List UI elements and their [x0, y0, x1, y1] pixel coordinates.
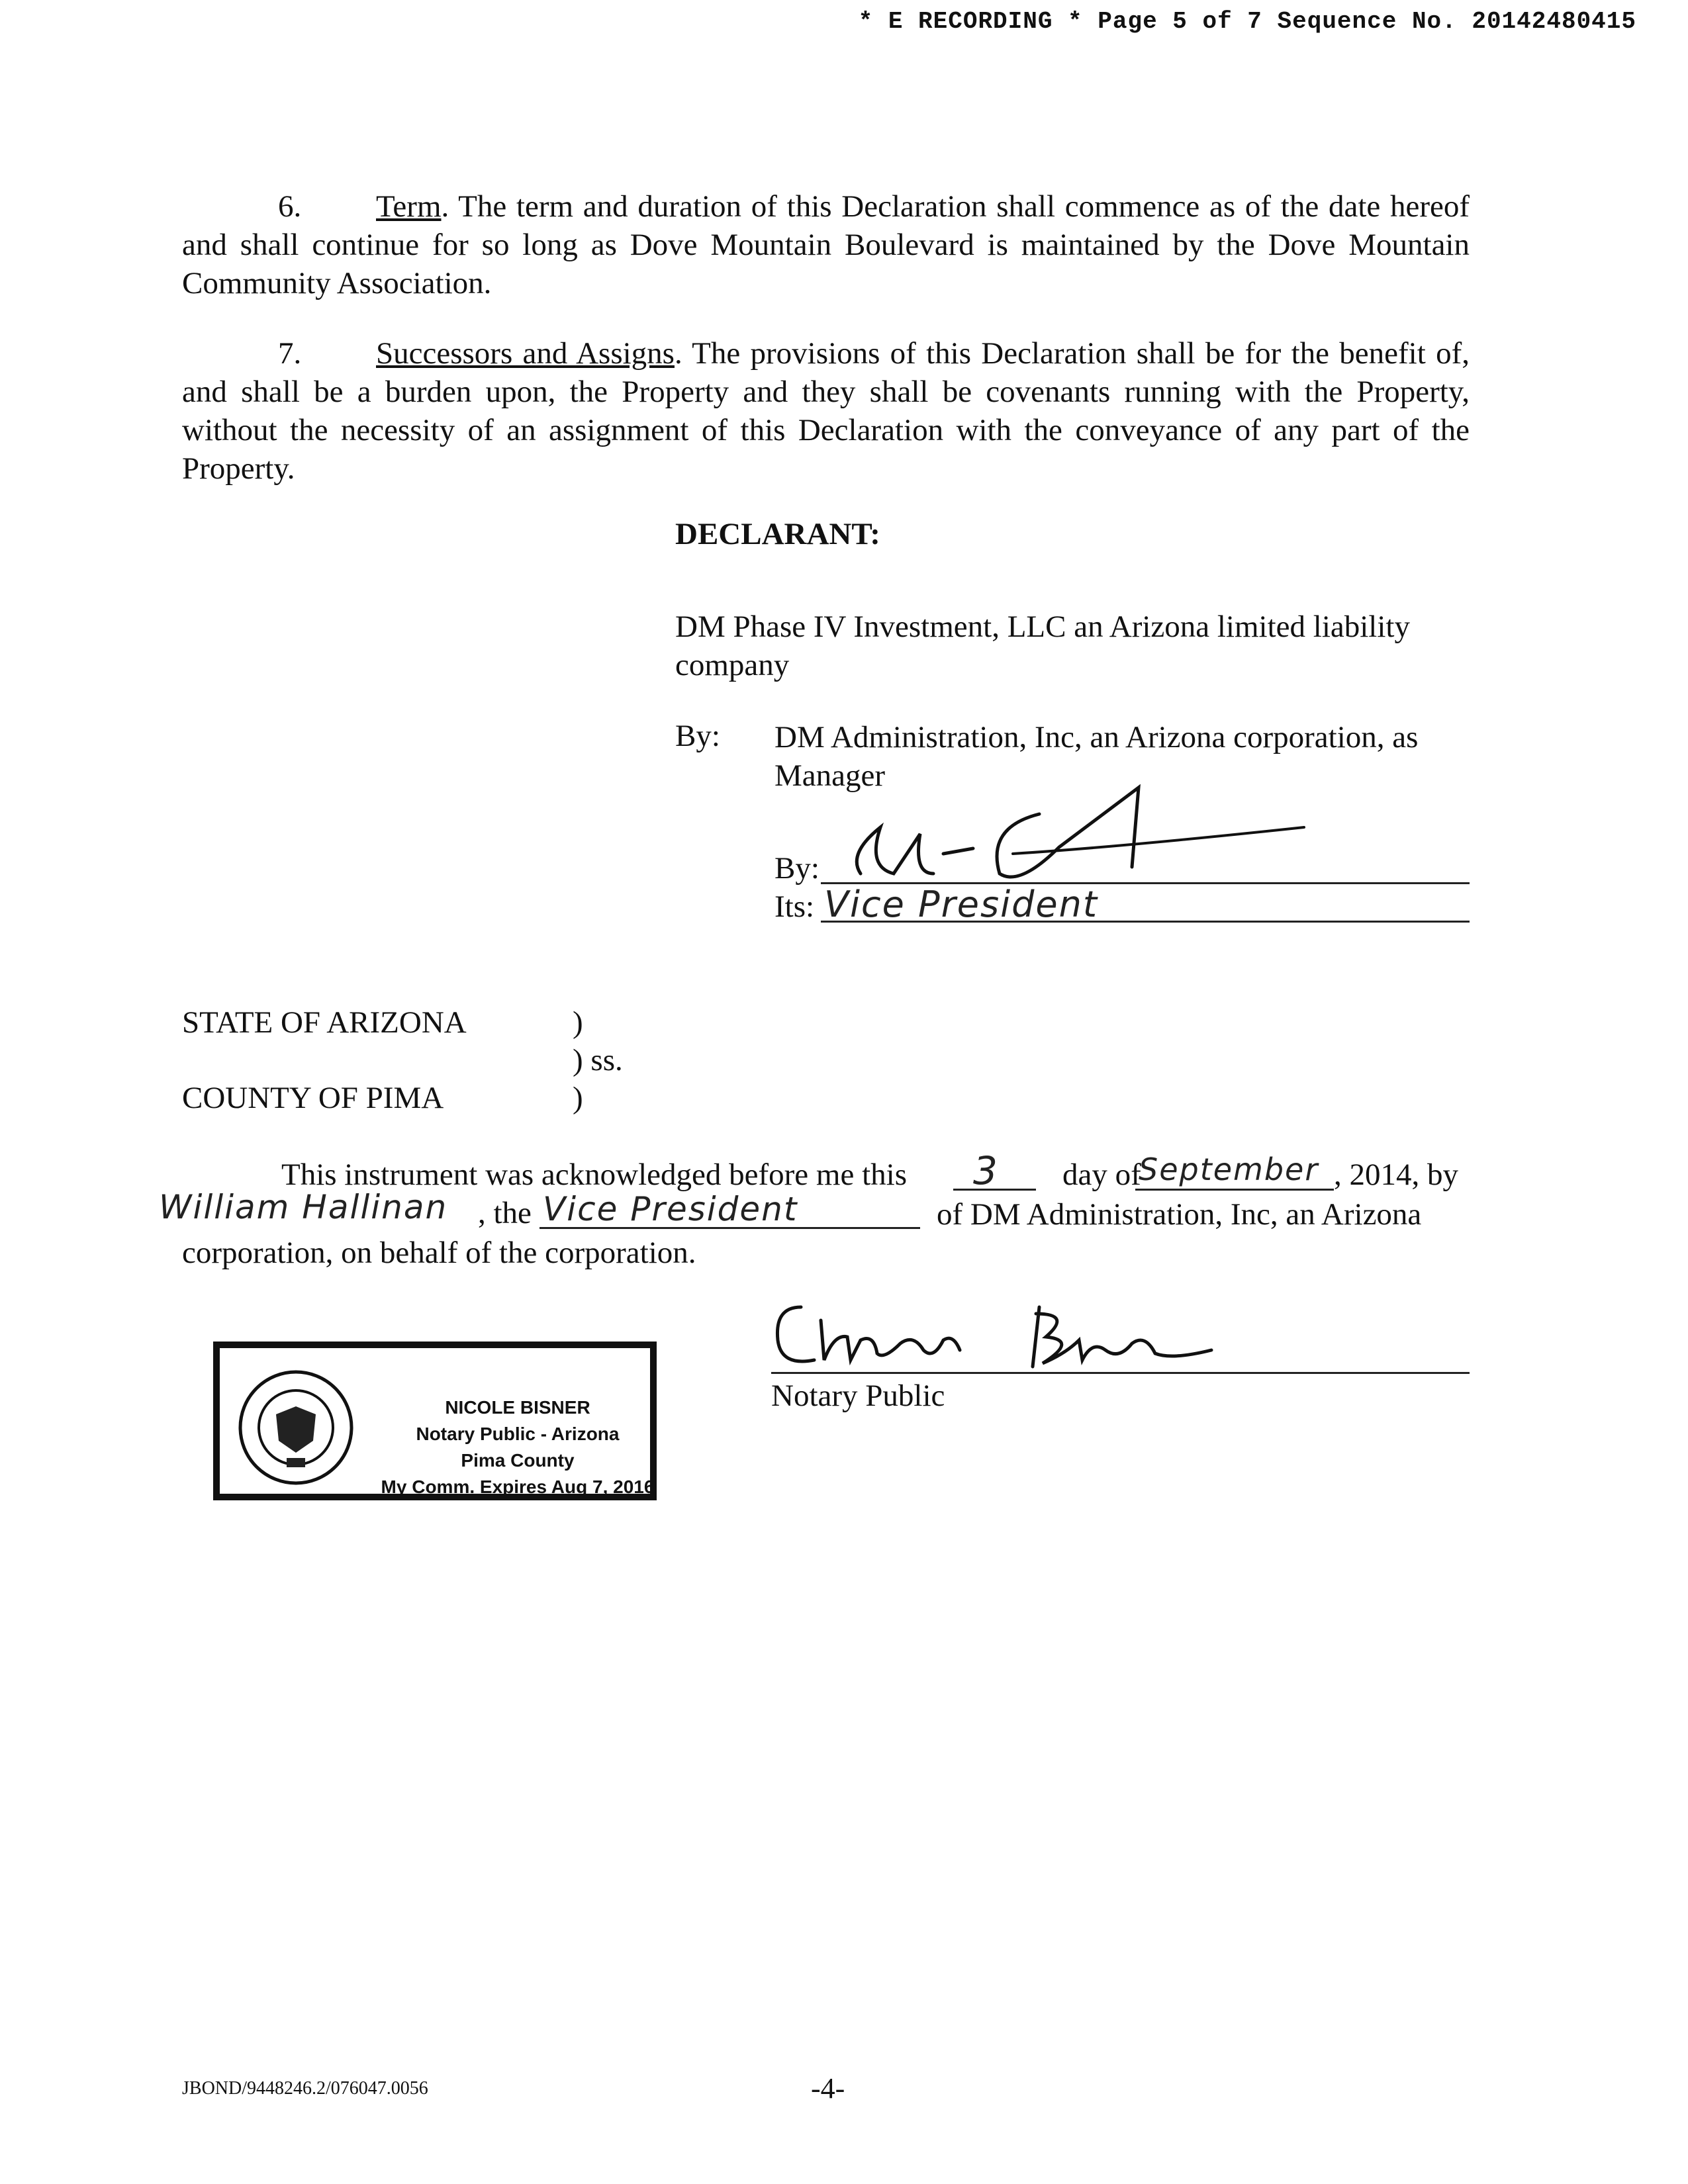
ack-month: September — [1139, 1152, 1319, 1187]
ack-part1: This instrument was acknowledged before me this — [281, 1158, 907, 1192]
footer-doc-id: JBOND/9448246.2/076047.0056 — [182, 2078, 428, 2099]
arizona-seal-icon — [236, 1368, 355, 1487]
stamp-line: My Comm. Expires Aug 7, 2016 — [381, 1477, 655, 1497]
venue-ss: ) ss. — [573, 1043, 623, 1077]
ack-name: William Hallinan — [159, 1188, 448, 1226]
recording-header: * E RECORDING * Page 5 of 7 Sequence No. 20142480415 — [858, 8, 1636, 35]
stamp-line: Pima County — [461, 1450, 575, 1471]
ack-title: Vice President — [543, 1190, 798, 1228]
declarant-title: DECLARANT: — [675, 517, 880, 551]
section-term — [182, 187, 1470, 302]
its-label: Its: — [774, 889, 815, 924]
venue-state: STATE OF ARIZONA — [182, 1005, 467, 1040]
venue-paren: ) — [573, 1081, 583, 1115]
section-heading: Successors and Assigns — [376, 336, 675, 371]
section-text: . The term and duration of this Declaration shall commence as of the date hereof and shall continue for so long as Dove Mountain Boulevard is maintained by the Dove Mountain Community Association. — [182, 189, 1470, 300]
stamp-border — [213, 1342, 657, 1500]
by-entity: DM Administration, Inc, an Arizona corporation, as Manager — [774, 720, 1419, 793]
section-successors — [182, 334, 1470, 488]
section-heading: Term — [376, 189, 442, 224]
section-text: . The provisions of this Declaration shall be for the benefit of, and shall be a burden upon, the Property and they shall be covenants running with the Property, without the necessity of an assignment of this Declaration with the conveyance of any part of the Property. — [182, 336, 1470, 486]
stamp-line: NICOLE BISNER — [445, 1397, 590, 1418]
ack-day: 3 — [973, 1148, 999, 1193]
section-number: 6. — [278, 189, 302, 224]
notary-signature-line — [771, 1372, 1470, 1374]
footer-page-number: -4- — [811, 2072, 845, 2105]
ack-part3: , 2014, by — [1334, 1158, 1458, 1192]
notary-public-label: Notary Public — [771, 1379, 945, 1413]
venue-county: COUNTY OF PIMA — [182, 1081, 444, 1115]
signature-by-label: By: — [774, 851, 820, 886]
its-handwritten-title: Vice President — [824, 884, 1099, 925]
declarant-entity: DM Phase IV Investment, LLC an Arizona limited liability company — [675, 610, 1410, 682]
venue-paren: ) — [573, 1005, 583, 1040]
notary-stamp — [205, 1334, 675, 1519]
stamp-text — [379, 1394, 657, 1500]
ack-part2: day of — [1062, 1158, 1141, 1192]
stamp-line: Notary Public - Arizona — [416, 1424, 620, 1444]
ack-month-line — [1135, 1189, 1334, 1191]
by-label: By: — [675, 719, 720, 753]
section-number: 7. — [278, 336, 302, 371]
ack-part5: of DM Administration, Inc, an Arizona corporation, on behalf of the corporation. — [182, 1197, 1422, 1270]
ack-part4: , the — [478, 1196, 532, 1230]
